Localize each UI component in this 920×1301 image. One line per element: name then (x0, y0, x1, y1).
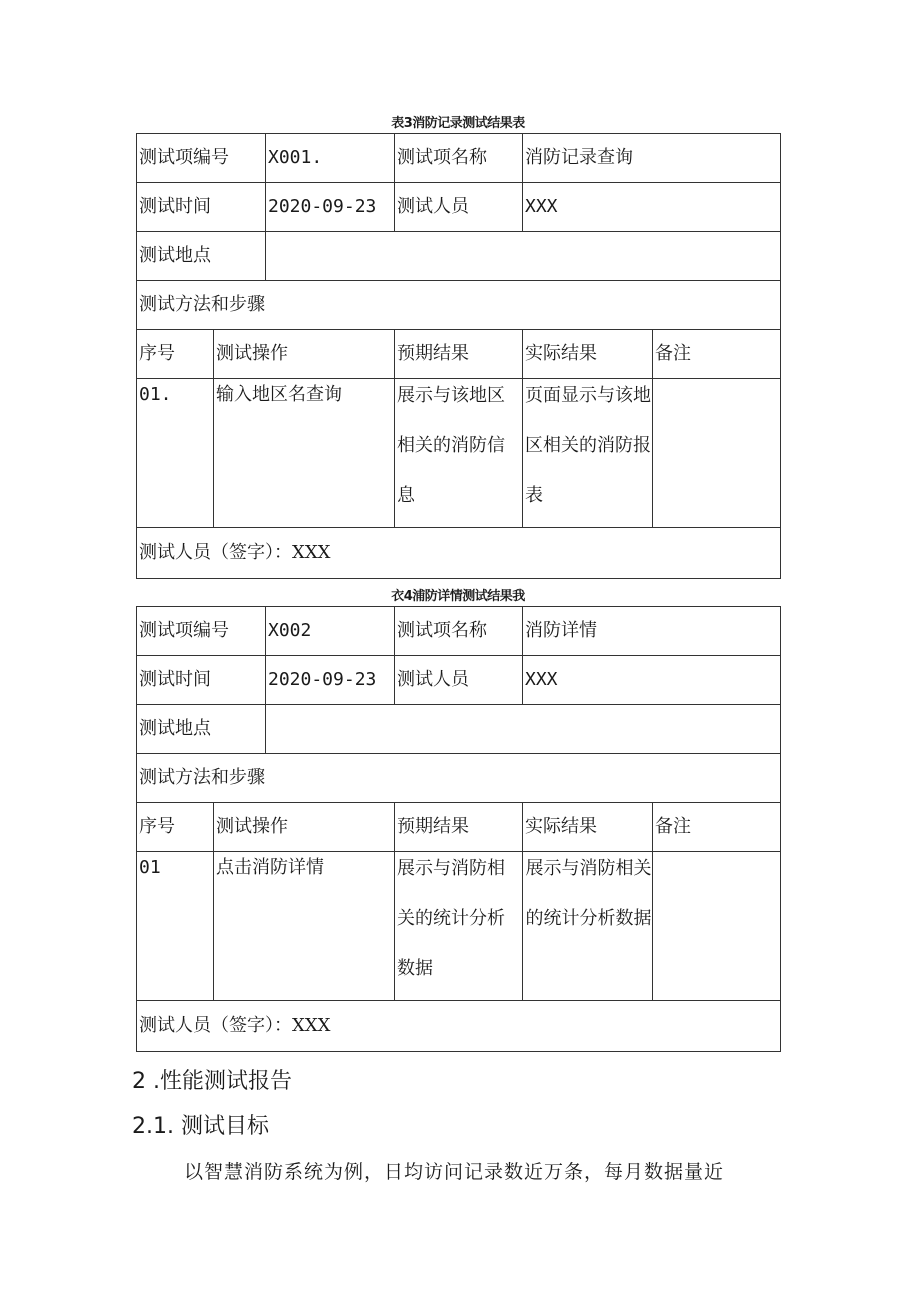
col-actual-header: 实际结果 (523, 330, 653, 379)
test-place-value (266, 232, 781, 281)
col-expected-header: 预期结果 (395, 803, 523, 852)
tester-label: 测试人员 (395, 183, 523, 232)
step-actual: 展示与消防相关的统计分析数据 (525, 858, 652, 929)
test-time-value: 2020-09-23 (266, 183, 395, 232)
step-note (653, 852, 781, 1001)
test-time-label: 测试时间 (137, 183, 266, 232)
col-actual-header: 实际结果 (523, 803, 653, 852)
test-place-value (266, 705, 781, 754)
tester-value: XXX (523, 656, 781, 705)
table-caption: 表3消防记录测试结果表 (391, 116, 525, 131)
step-seq: 01. (137, 379, 214, 528)
col-expected-header: 预期结果 (395, 330, 523, 379)
tester-label: 测试人员 (395, 656, 523, 705)
step-note (653, 379, 781, 528)
item-no-label: 测试项编号 (137, 607, 266, 656)
step-operation: 点击消防详情 (214, 852, 395, 1001)
step-expected: 展示与该地区相关的消防信息 (397, 385, 505, 506)
item-name-label: 测试项名称 (395, 134, 523, 183)
item-no-label: 测试项编号 (137, 134, 266, 183)
tester-value: XXX (523, 183, 781, 232)
tester-signature: 测试人员（签字）：XXX (137, 528, 781, 579)
body-paragraph: 以智慧消防系统为例，日均访问记录数近万条，每月数据量近 (184, 1161, 725, 1183)
col-seq-header: 序号 (137, 803, 214, 852)
step-expected: 展示与消防相关的统计分析数据 (397, 858, 505, 979)
subsection-heading: 2.1. 测试目标 (132, 1114, 269, 1139)
step-operation: 输入地区名查询 (214, 379, 395, 528)
test-method-label: 测试方法和步骤 (137, 281, 781, 330)
test-time-value: 2020-09-23 (266, 656, 395, 705)
col-op-header: 测试操作 (214, 803, 395, 852)
item-no-value: X002 (266, 607, 395, 656)
col-seq-header: 序号 (137, 330, 214, 379)
test-method-label: 测试方法和步骤 (137, 754, 781, 803)
col-note-header: 备注 (653, 803, 781, 852)
col-note-header: 备注 (653, 330, 781, 379)
item-no-value: X001. (266, 134, 395, 183)
item-name-value: 消防详情 (523, 607, 781, 656)
tester-signature: 测试人员（签字）：XXX (137, 1001, 781, 1052)
test-place-label: 测试地点 (137, 705, 266, 754)
step-seq: 01 (137, 852, 214, 1001)
test-result-table (136, 133, 781, 579)
step-actual: 页面显示与该地区相关的消防报表 (525, 385, 651, 506)
section-heading: 2 .性能测试报告 (132, 1069, 292, 1094)
item-name-label: 测试项名称 (395, 607, 523, 656)
test-place-label: 测试地点 (137, 232, 266, 281)
item-name-value: 消防记录查询 (523, 134, 781, 183)
col-op-header: 测试操作 (214, 330, 395, 379)
table-caption: 衣4浦防详情测试结果我 (391, 589, 525, 604)
test-time-label: 测试时间 (137, 656, 266, 705)
test-result-table (136, 606, 781, 1052)
